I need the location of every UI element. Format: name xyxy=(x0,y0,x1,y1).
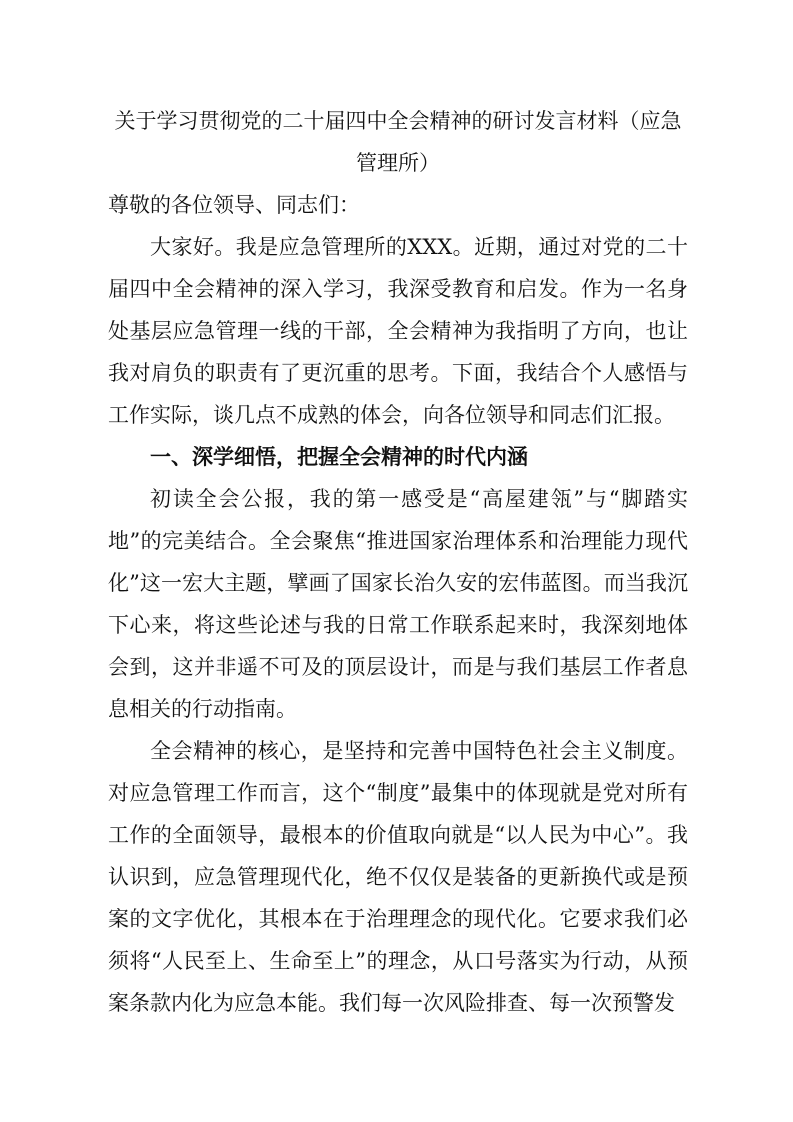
document-title: 关于学习贯彻党的二十届四中全会精神的研讨发言材料（应急管理所） xyxy=(114,109,682,175)
document-page xyxy=(108,100,688,1024)
intro-paragraph: 大家好。我是应急管理所的XXX。近期，通过对党的二十届四中全会精神的深入学习，我深受教育和启发。作为一名身处基层应急管理一线的干部，全会精神为我指明了方向，也让我对肩负的职责有了更沉重的思考。下面，我结合个人感悟与工作实际，谈几点不成熟的体会，向各位领导和同志们汇报。 xyxy=(108,235,688,427)
section-1-heading: 一、深学细悟，把握全会精神的时代内涵 xyxy=(150,444,528,469)
salutation: 尊敬的各位领导、同志们： xyxy=(108,193,360,217)
section-1-paragraph-2: 全会精神的核心，是坚持和完善中国特色社会主义制度。对应急管理工作而言，这个“制度”最集中的体现就是党对所有工作的全面领导，最根本的价值取向就是“以人民为中心”。我认识到，应急管理现代化，绝不仅仅是装备的更新换代或是预案的文字优化，其根本在于治理理念的现代化。它要求我们必须将“人民至上、生命至上”的理念，从口号落实为行动，从预案条款内化为应急本能。我们每一次风险排查、每一次预警发 xyxy=(108,739,688,1015)
section-1-paragraph-1: 初读全会公报，我的第一感受是“高屋建瓴”与“脚踏实地”的完美结合。全会聚焦“推进国家治理体系和治理能力现代化”这一宏大主题，擘画了国家长治久安的宏伟蓝图。而当我沉下心来，将这些论述与我的日常工作联系起来时，我深刻地体会到，这并非遥不可及的顶层设计，而是与我们基层工作者息息相关的行动指南。 xyxy=(108,487,688,721)
